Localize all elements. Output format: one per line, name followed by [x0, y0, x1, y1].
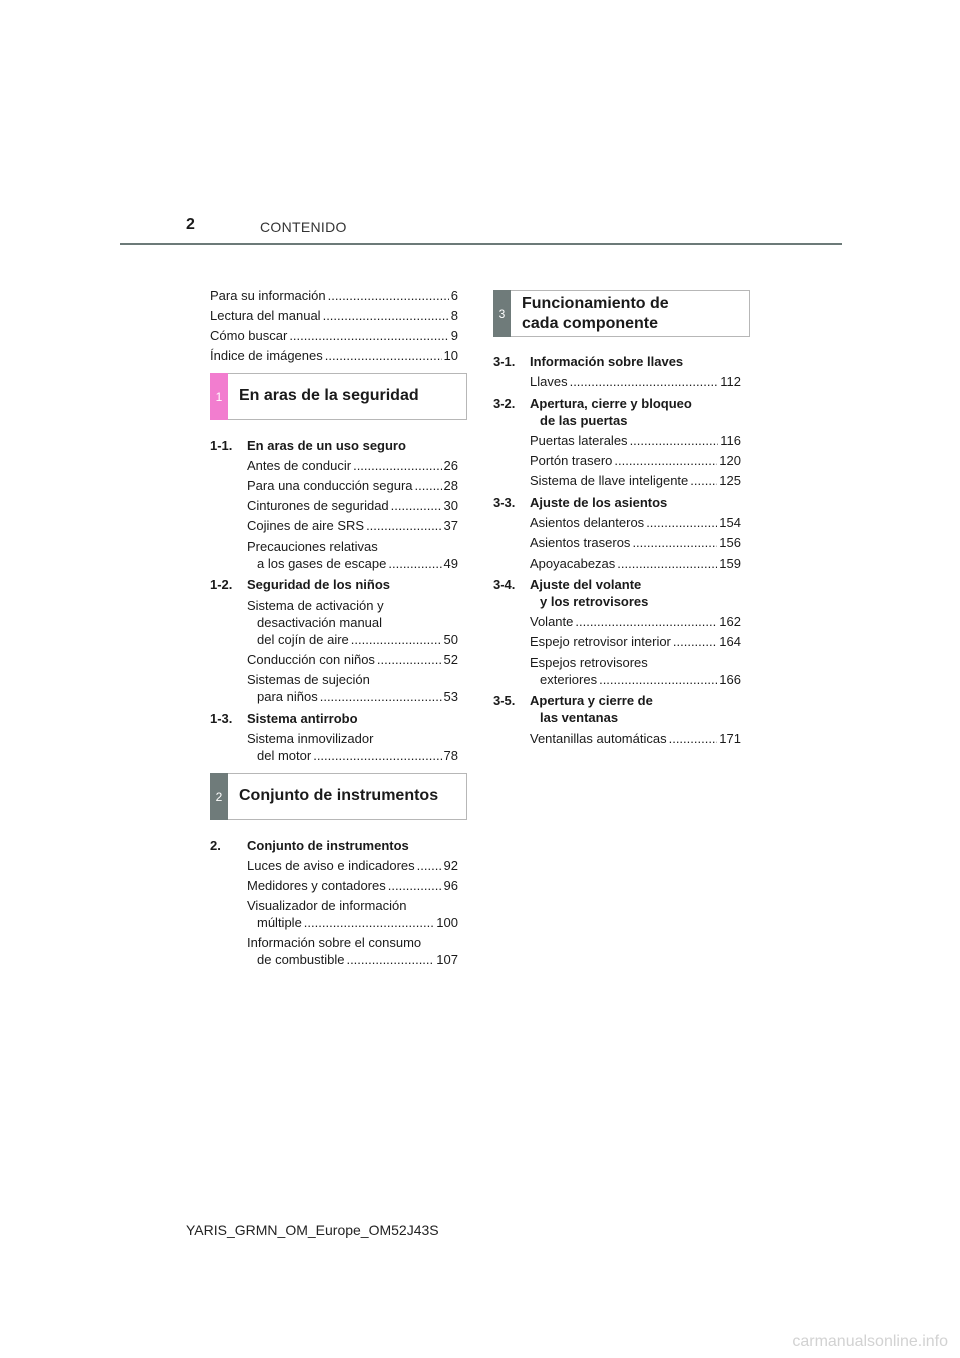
toc-entry[interactable]: Para su información ..... 6 [210, 287, 458, 304]
section-title[interactable]: Información sobre llaves [530, 354, 684, 369]
toc-entry[interactable]: múltiple ..... 100 [257, 914, 458, 931]
toc-entry[interactable]: Cinturones de seguridad ..... 30 [247, 497, 458, 514]
toc-entry-line[interactable]: Sistema de activación y [247, 598, 384, 613]
chapter-tab: 1 [210, 373, 228, 420]
chapter-box-1[interactable] [210, 373, 467, 420]
toc-entry[interactable]: Apoyacabezas ..... 159 [530, 555, 741, 572]
toc-entry[interactable]: Lectura del manual ..... 8 [210, 307, 458, 324]
section-title[interactable]: Seguridad de los niños [247, 577, 391, 592]
toc-entry-line[interactable]: Precauciones relativas [247, 539, 378, 554]
toc-entry[interactable]: Conducción con niños ..... 52 [247, 651, 458, 668]
section-number: 1-2. [210, 577, 233, 592]
watermark: carmanualsonline.info [792, 1333, 948, 1350]
section-title[interactable]: Apertura y cierre de [530, 693, 653, 708]
toc-entry[interactable]: para niños ..... 53 [257, 688, 458, 705]
toc-entry[interactable]: Ventanillas automáticas ..... 171 [530, 730, 741, 747]
toc-entry[interactable]: exteriores ..... 166 [540, 671, 741, 688]
chapter-title: Conjunto de instrumentos [239, 787, 439, 804]
toc-entry[interactable]: a los gases de escape ..... 49 [257, 555, 458, 572]
chapter-title: Funcionamiento de [522, 295, 669, 312]
toc-entry[interactable]: Llaves ..... 112 [530, 373, 741, 390]
toc-entry-line[interactable]: Visualizador de información [247, 898, 407, 913]
toc-entry[interactable]: Portón trasero ..... 120 [530, 452, 741, 469]
section-title[interactable]: Ajuste de los asientos [530, 495, 668, 510]
toc-entry[interactable]: Sistema de llave inteligente ..... 125 [530, 472, 741, 489]
section-title[interactable]: En aras de un uso seguro [247, 438, 406, 453]
section-number: 3-2. [493, 396, 516, 411]
toc-entry[interactable]: del motor ..... 78 [257, 747, 458, 764]
section-title[interactable]: Apertura, cierre y bloqueo [530, 396, 692, 411]
chapter-title: cada componente [522, 315, 659, 332]
toc-entry-line[interactable]: Información sobre el consumo [247, 935, 422, 950]
section-number: 3-4. [493, 577, 516, 592]
toc-entry[interactable]: Antes de conducir ..... 26 [247, 457, 458, 474]
toc-entry[interactable]: Índice de imágenes ..... 10 [210, 347, 458, 364]
toc-entry-line[interactable]: Sistemas de sujeción [247, 672, 370, 687]
section-title[interactable]: las ventanas [540, 710, 619, 725]
chapter-box-2[interactable] [210, 773, 467, 820]
page-title: CONTENIDO [260, 219, 347, 235]
section-number: 3-1. [493, 354, 516, 369]
header-divider [120, 243, 842, 245]
section-title[interactable]: y los retrovisores [540, 594, 649, 609]
toc-entry[interactable]: del cojín de aire ..... 50 [257, 631, 458, 648]
toc-entry[interactable]: Cojines de aire SRS ..... 37 [247, 517, 458, 534]
section-number: 1-1. [210, 438, 233, 453]
chapter-box-3[interactable] [493, 290, 750, 337]
chapter-tab: 2 [210, 773, 228, 820]
page-number: 2 [186, 216, 195, 233]
toc-entry[interactable]: de combustible ..... 107 [257, 951, 458, 968]
section-number: 1-3. [210, 711, 233, 726]
chapter-title: En aras de la seguridad [239, 387, 419, 404]
section-number: 3-3. [493, 495, 516, 510]
section-title[interactable]: Ajuste del volante [530, 577, 642, 592]
section-title[interactable]: Conjunto de instrumentos [247, 838, 409, 853]
toc-entry[interactable]: Cómo buscar ..... 9 [210, 327, 458, 344]
toc-entry[interactable]: Espejo retrovisor interior ..... 164 [530, 633, 741, 650]
section-number: 2. [210, 838, 221, 853]
toc-entry-line[interactable]: desactivación manual [257, 615, 383, 630]
section-title[interactable]: de las puertas [540, 413, 628, 428]
toc-entry[interactable]: Puertas laterales ..... 116 [530, 432, 741, 449]
toc-entry[interactable]: Para una conducción segura ..... 28 [247, 477, 458, 494]
toc-entry-line[interactable]: Sistema inmovilizador [247, 731, 374, 746]
chapter-tab: 3 [493, 290, 511, 337]
section-number: 3-5. [493, 693, 516, 708]
document-footer: YARIS_GRMN_OM_Europe_OM52J43S [186, 1222, 439, 1238]
toc-entry[interactable]: Medidores y contadores ..... 96 [247, 877, 458, 894]
section-title[interactable]: Sistema antirrobo [247, 711, 358, 726]
toc-entry[interactable]: Asientos delanteros ..... 154 [530, 514, 741, 531]
toc-entry[interactable]: Volante ..... 162 [530, 613, 741, 630]
toc-entry[interactable]: Asientos traseros ..... 156 [530, 534, 741, 551]
toc-entry-line[interactable]: Espejos retrovisores [530, 655, 648, 670]
toc-entry[interactable]: Luces de aviso e indicadores ..... 92 [247, 857, 458, 874]
